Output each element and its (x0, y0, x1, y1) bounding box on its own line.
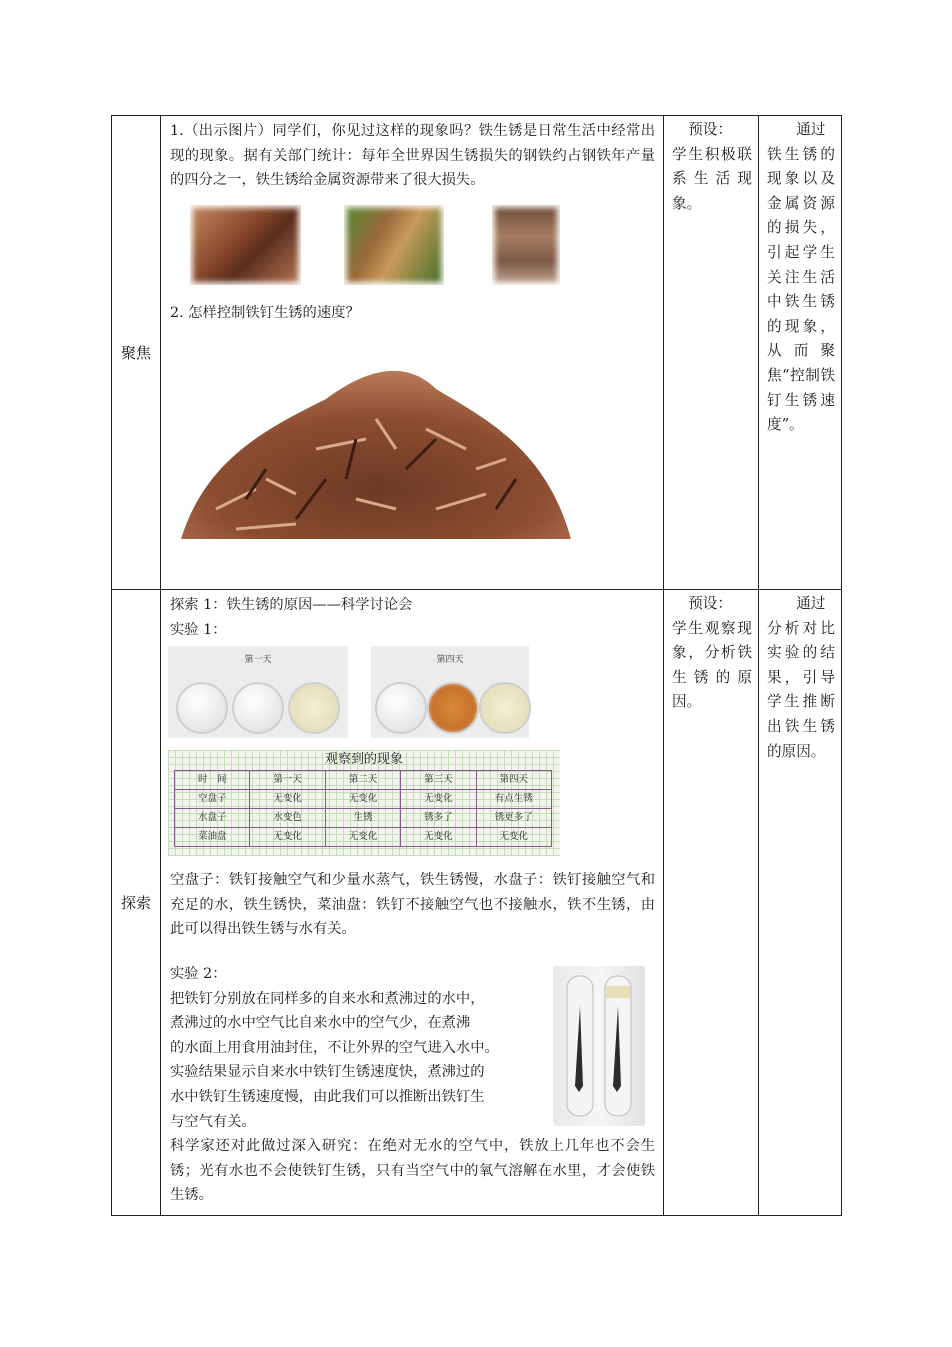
dish-oil (288, 682, 340, 734)
table-header-row (175, 771, 552, 790)
intent-cell (759, 590, 842, 1216)
focus-question: 2. 怎样控制铁钉生锈的速度？ (170, 304, 360, 321)
table-cell: 水盘子 (175, 809, 250, 828)
intent-cell (759, 116, 842, 590)
day1-photo (168, 646, 348, 738)
exp2-line: 煮沸过的水中空气比自来水中的空气少，在煮沸 (170, 1015, 471, 1032)
observation-title: 观察到的现象 (324, 752, 403, 768)
stage-label: 聚焦 (120, 344, 151, 362)
header-cell: 第三天 (401, 771, 476, 790)
main-cell (161, 590, 664, 1216)
header-cell: 时 间 (175, 771, 250, 790)
table-cell: 无变化 (476, 828, 551, 847)
table-cell: 无变化 (325, 790, 400, 809)
exp2-line: 水中铁钉生锈速度慢，由此我们可以推断出铁钉生 (170, 1088, 485, 1105)
header-cell: 第四天 (476, 771, 551, 790)
row-focus (112, 116, 842, 590)
dish-water-rusted (427, 682, 479, 734)
table-cell: 无变化 (401, 790, 476, 809)
table-row (175, 828, 552, 847)
table-cell: 无变化 (325, 828, 400, 847)
experiment-1-label: 实验 1： (170, 621, 227, 638)
header-cell: 第二天 (325, 771, 400, 790)
scrap-metal-photo (176, 339, 576, 561)
student-preset-label: 预设： (688, 595, 732, 612)
test-tubes-photo (553, 966, 645, 1126)
table-cell: 有点生锈 (476, 790, 551, 809)
student-cell (664, 116, 759, 590)
student-activity: 学生观察现象，分析铁生锈的原因。 (672, 619, 752, 711)
dish-empty (176, 682, 228, 734)
intent-head: 通过 (796, 121, 826, 138)
table-cell: 空盘子 (175, 790, 250, 809)
table-cell: 水变色 (250, 809, 325, 828)
experiment-1-conclusion: 空盘子：铁钉接触空气和少量水蒸气，铁生锈慢，水盘子：铁钉接触空气和充足的水，铁生锈快，菜油盘：铁钉不接触空气也不接触水，铁不生锈，由此可以得出铁生锈与水有关。 (170, 872, 655, 938)
focus-paragraph: 1.（出示图片）同学们，你见过这样的现象吗？铁生锈是日常生活中经常出现的现象。据有关部门统计：每年全世界因生锈损失的钢铁约占钢铁年产量的四分之一，铁生锈给金属资源带来了很大损失。 (170, 123, 655, 189)
day1-caption: 第一天 (244, 655, 272, 666)
observation-table (168, 750, 560, 856)
table-cell: 锈更多了 (476, 809, 551, 828)
student-preset-label: 预设： (688, 121, 732, 138)
main-cell (161, 116, 664, 590)
exp2-line: 的水面上用食用油封住，不让外界的空气进入水中。 (170, 1039, 499, 1056)
rusty-building-photo (492, 205, 560, 285)
exp2-line: 把铁钉分别放在同样多的自来水和煮沸过的水中， (170, 990, 485, 1007)
table-row (175, 809, 552, 828)
scientist-note: 科学家还对此做过深入研究：在绝对无水的空气中，铁放上几年也不会生锈；光有水也不会使铁钉生锈，只有当空气中的氧气溶解在水里，才会使铁生锈。 (170, 1138, 655, 1204)
stage-cell (112, 116, 161, 590)
table-cell: 锈多了 (401, 809, 476, 828)
intent-body: 分析对比实验的结果，引导学生推断出铁生锈的原因。 (767, 619, 835, 760)
row-explore (112, 590, 842, 1216)
stage-label: 探索 (120, 894, 151, 912)
day4-caption: 第四天 (436, 655, 464, 666)
intent-body: 铁生锈的现象以及金属资源的损失，引起学生关注生活中铁生锈的现象，从而聚焦“控制铁钉生锈速度”。 (767, 145, 835, 434)
dish-empty (375, 682, 427, 734)
table-cell: 菜油盘 (175, 828, 250, 847)
experiment-2-label: 实验 2： (170, 965, 227, 982)
explore-title: 探索 1：铁生锈的原因——科学讨论会 (170, 597, 413, 613)
experiment-2 (170, 962, 655, 1134)
stage-cell (112, 590, 161, 1216)
table-cell: 生锈 (325, 809, 400, 828)
header-cell: 第一天 (250, 771, 325, 790)
lesson-plan-table (111, 115, 842, 1216)
intent-head: 通过 (796, 595, 826, 612)
exp2-line: 与空气有关。 (170, 1113, 256, 1130)
student-activity: 学生积极联系生活现象。 (672, 145, 752, 212)
exp2-line: 实验结果显示自来水中铁钉生锈速度快，煮沸过的 (170, 1064, 485, 1081)
rust-photos (190, 205, 655, 289)
rusty-chain-photo (190, 205, 301, 285)
dish-oil (479, 682, 531, 734)
table-cell: 无变化 (250, 790, 325, 809)
rusty-lock-photo (344, 205, 444, 285)
table-cell: 无变化 (401, 828, 476, 847)
day4-photo (371, 646, 529, 738)
table-cell: 无变化 (250, 828, 325, 847)
table-row (175, 790, 552, 809)
experiment-1-photos (168, 646, 655, 742)
dish-water (232, 682, 284, 734)
student-cell (664, 590, 759, 1216)
